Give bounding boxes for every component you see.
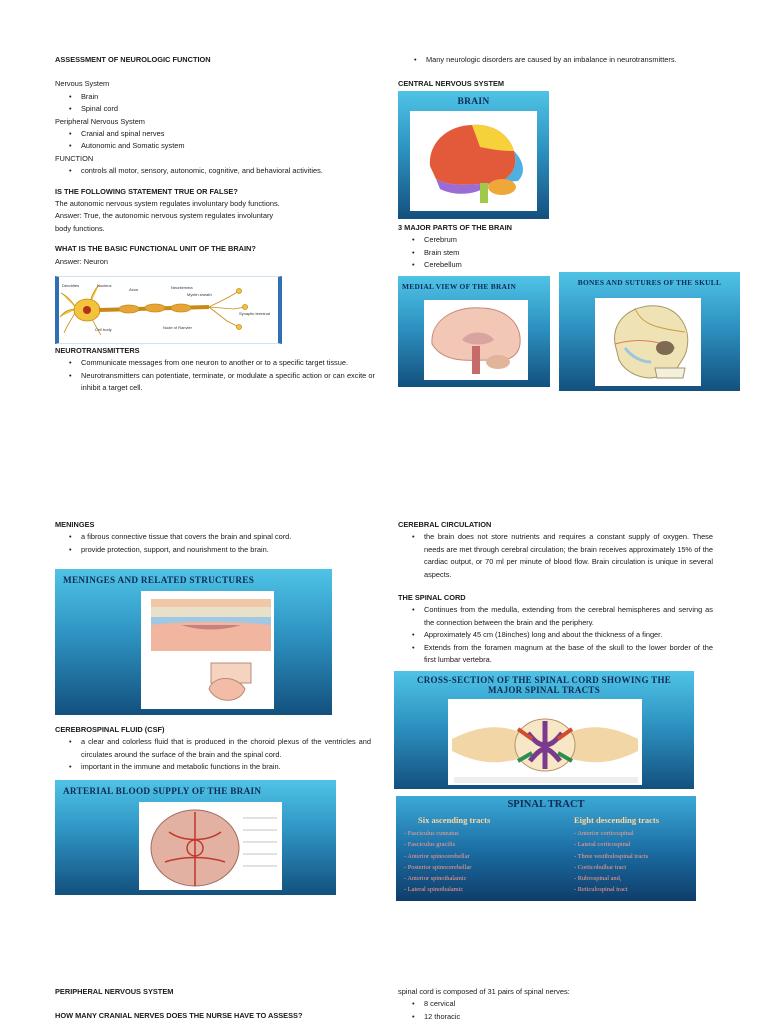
neuron-label: Synaptic terminals bbox=[239, 311, 270, 316]
slide-title: ARTERIAL BLOOD SUPPLY OF THE BRAIN bbox=[63, 786, 262, 796]
tf-answer-line: body functions. bbox=[55, 223, 105, 233]
neuron-label: Nucleus bbox=[97, 283, 112, 288]
csf-label: CEREBROSPINAL FLUID (CSF) bbox=[55, 725, 165, 734]
list-item: • Brain stem bbox=[424, 247, 598, 259]
list-item: • Autonomic and Somatic system bbox=[81, 140, 375, 152]
descending-title: Eight descending tracts bbox=[574, 815, 659, 825]
slide-panel bbox=[141, 591, 274, 709]
slide-panel bbox=[424, 300, 528, 380]
list-item: • controls all motor, sensory, autonomic, cognitive, and behavioral activities. bbox=[81, 165, 375, 177]
slide-title: CROSS-SECTION OF THE SPINAL CORD SHOWING THE MAJOR SPINAL TRACTS bbox=[416, 675, 672, 695]
neurotransmitters-section bbox=[55, 345, 375, 395]
list-item: • provide protection, support, and nourishment to the brain. bbox=[81, 544, 375, 556]
list-item: • Neurotransmitters can potentiate, terminate, or modulate a specific action or can excite or inhibit a target cell. bbox=[81, 370, 375, 395]
skull-illustration bbox=[595, 298, 701, 386]
neuron-label: Cell body bbox=[95, 327, 112, 332]
list-item: • Cranial and spinal nerves bbox=[81, 128, 375, 140]
neuron-label: Node of Ranvier bbox=[163, 325, 192, 330]
neuron-illustration bbox=[59, 277, 270, 341]
brain-illustration bbox=[410, 111, 537, 211]
tf-answer-line: Answer: True, the autonomic nervous system regulates involuntary bbox=[55, 211, 274, 221]
list-item: • Spinal cord bbox=[81, 103, 375, 115]
function-label: FUNCTION bbox=[55, 153, 94, 163]
slide-title: MEDIAL VIEW OF THE BRAIN bbox=[402, 282, 517, 291]
circulation-section bbox=[398, 519, 713, 581]
tract-item: - Corticobulbar tract bbox=[574, 863, 627, 871]
meninges-label: MENINGES bbox=[55, 520, 95, 529]
list-item: • important in the immune and metabolic functions in the brain. bbox=[81, 761, 371, 773]
tract-item: - Posterior spinocerebellar bbox=[404, 863, 472, 871]
slide-title: BRAIN bbox=[457, 97, 490, 107]
neuron-label: Dendrites bbox=[62, 283, 80, 288]
tract-item: - Anterior spinocerebellar bbox=[404, 852, 470, 860]
imbalance-list bbox=[398, 54, 728, 66]
tract-item: - Anterior spinothalamic bbox=[404, 875, 467, 883]
slide-title: SPINAL TRACT bbox=[507, 799, 585, 810]
list-item: • a clear and colorless fluid that is produced in the choroid plexus of the ventricles and circulates around the surface of the brain and the spinal cord. bbox=[81, 736, 371, 761]
descending-tracts bbox=[574, 815, 694, 895]
circulation-label: CEREBRAL CIRCULATION bbox=[398, 520, 492, 529]
list-item: • Brain bbox=[81, 91, 375, 103]
slide-panel bbox=[139, 802, 282, 890]
list-item: • a fibrous connective tissue that covers the brain and spinal cord. bbox=[81, 531, 375, 543]
unit-question: WHAT IS THE BASIC FUNCTIONAL UNIT OF THE BRAIN? bbox=[55, 244, 256, 254]
neurotransmitters-list bbox=[55, 357, 375, 394]
tract-item: - Three vestibulospinal tracts bbox=[574, 852, 649, 860]
spinal-nerves-list bbox=[398, 998, 718, 1023]
tf-statement: The autonomic nervous system regulates involuntary body functions. bbox=[55, 199, 280, 209]
cranial-question: HOW MANY CRANIAL NERVES DOES THE NURSE HAVE TO ASSESS? bbox=[55, 1011, 303, 1021]
medial-view-slide bbox=[398, 276, 550, 387]
meninges-list bbox=[55, 531, 375, 556]
list-item: • 8 cervical bbox=[424, 998, 718, 1010]
true-false-question: IS THE FOLLOWING STATEMENT TRUE OR FALSE? bbox=[55, 186, 238, 196]
tract-item: - Reticulospinal tract bbox=[574, 886, 628, 894]
spinal-cross-section-illustration bbox=[448, 699, 642, 785]
tract-item: - Anterior corticospinal bbox=[574, 830, 634, 838]
spinal-cord-label: THE SPINAL CORD bbox=[398, 593, 466, 602]
ascending-tracts bbox=[404, 815, 544, 895]
spinal-cord-list bbox=[398, 604, 713, 666]
list-item: • Extends from the foramen magnum at the base of the skull to the lower border of the first lumbar vertebra. bbox=[424, 642, 713, 667]
list-item: • Cerebrum bbox=[424, 234, 598, 246]
nervous-system-label: Nervous System bbox=[55, 79, 110, 89]
slide-panel bbox=[448, 699, 642, 785]
spinal-tract-slide bbox=[396, 796, 696, 901]
list-item: • Cerebellum bbox=[424, 259, 598, 271]
list-item: • Approximately 45 cm (18inches) long and about the thickness of a finger. bbox=[424, 629, 713, 641]
csf-section bbox=[55, 724, 371, 774]
tract-item: - Fasciculus cuneatus bbox=[404, 830, 459, 838]
ascending-title: Six ascending tracts bbox=[418, 815, 491, 825]
left-top-section bbox=[55, 54, 375, 268]
neuron-label: Axon bbox=[129, 287, 139, 292]
slide-panel bbox=[595, 298, 701, 386]
meninges-illustration bbox=[141, 591, 274, 709]
tract-item: - Lateral corticospinal bbox=[574, 841, 631, 849]
list-item: • the brain does not store nutrients and requires a constant supply of oxygen. These needs are met through cerebral circulation; the brain receives approximately 15% of the cardiac output, or 70 ml per minute of blood flow. Brain circulation is unique in several aspects. bbox=[424, 531, 713, 581]
bottom-right-section bbox=[398, 986, 718, 1023]
function-list bbox=[55, 165, 375, 177]
tract-item: - Lateral spinothalamic bbox=[404, 886, 464, 894]
meninges-section bbox=[55, 519, 375, 556]
csf-list bbox=[55, 736, 371, 773]
neuron-label: Neurilemma bbox=[171, 285, 193, 290]
brain-slide bbox=[398, 91, 549, 219]
arterial-slide bbox=[55, 780, 336, 895]
pns-list bbox=[55, 128, 375, 153]
list-item: • 12 thoracic bbox=[424, 1011, 718, 1023]
list-item: • Communicate messages from one neuron to another or to a specific target tissue. bbox=[81, 357, 375, 369]
tract-item: - Fasciculus gracilis bbox=[404, 841, 456, 849]
meninges-slide bbox=[55, 569, 332, 715]
brain-parts-label: 3 MAJOR PARTS OF THE BRAIN bbox=[398, 223, 513, 232]
neuron-label: Myelin sheath bbox=[187, 292, 212, 297]
list-item: • Many neurologic disorders are caused by an imbalance in neurotransmitters. bbox=[426, 54, 728, 66]
cross-section-slide bbox=[394, 671, 694, 789]
brain-parts-list bbox=[398, 234, 598, 271]
nervous-system-list bbox=[55, 91, 375, 116]
neurotransmitters-label: NEUROTRANSMITTERS bbox=[55, 346, 140, 355]
page-title: ASSESSMENT OF NEUROLOGIC FUNCTION bbox=[55, 55, 211, 64]
slide-title: MENINGES AND RELATED STRUCTURES bbox=[63, 575, 255, 585]
bottom-left-section bbox=[55, 986, 375, 1023]
list-item: • Continues from the medulla, extending from the cerebral hemispheres and serving as the connection between the brain and the periphery. bbox=[424, 604, 713, 629]
slide-title: BONES AND SUTURES OF THE SKULL bbox=[577, 278, 722, 287]
spinal-nerves-intro: spinal cord is composed of 31 pairs of spinal nerves: bbox=[398, 987, 570, 996]
tract-item: - Rubrospinal and, bbox=[574, 875, 622, 883]
cns-label: CENTRAL NERVOUS SYSTEM bbox=[398, 79, 505, 89]
skull-slide bbox=[559, 272, 740, 391]
pns-heading: PERIPHERAL NERVOUS SYSTEM bbox=[55, 987, 174, 996]
medial-brain-illustration bbox=[424, 300, 528, 380]
spinal-cord-section bbox=[398, 592, 713, 666]
slide-panel bbox=[410, 111, 537, 211]
pns-label: Peripheral Nervous System bbox=[55, 116, 145, 126]
unit-answer: Answer: Neuron bbox=[55, 256, 108, 266]
right-top-section bbox=[398, 54, 728, 91]
circulation-list bbox=[398, 531, 713, 581]
arterial-illustration bbox=[139, 802, 282, 890]
neuron-figure bbox=[55, 276, 282, 344]
brain-parts-section bbox=[398, 222, 598, 272]
